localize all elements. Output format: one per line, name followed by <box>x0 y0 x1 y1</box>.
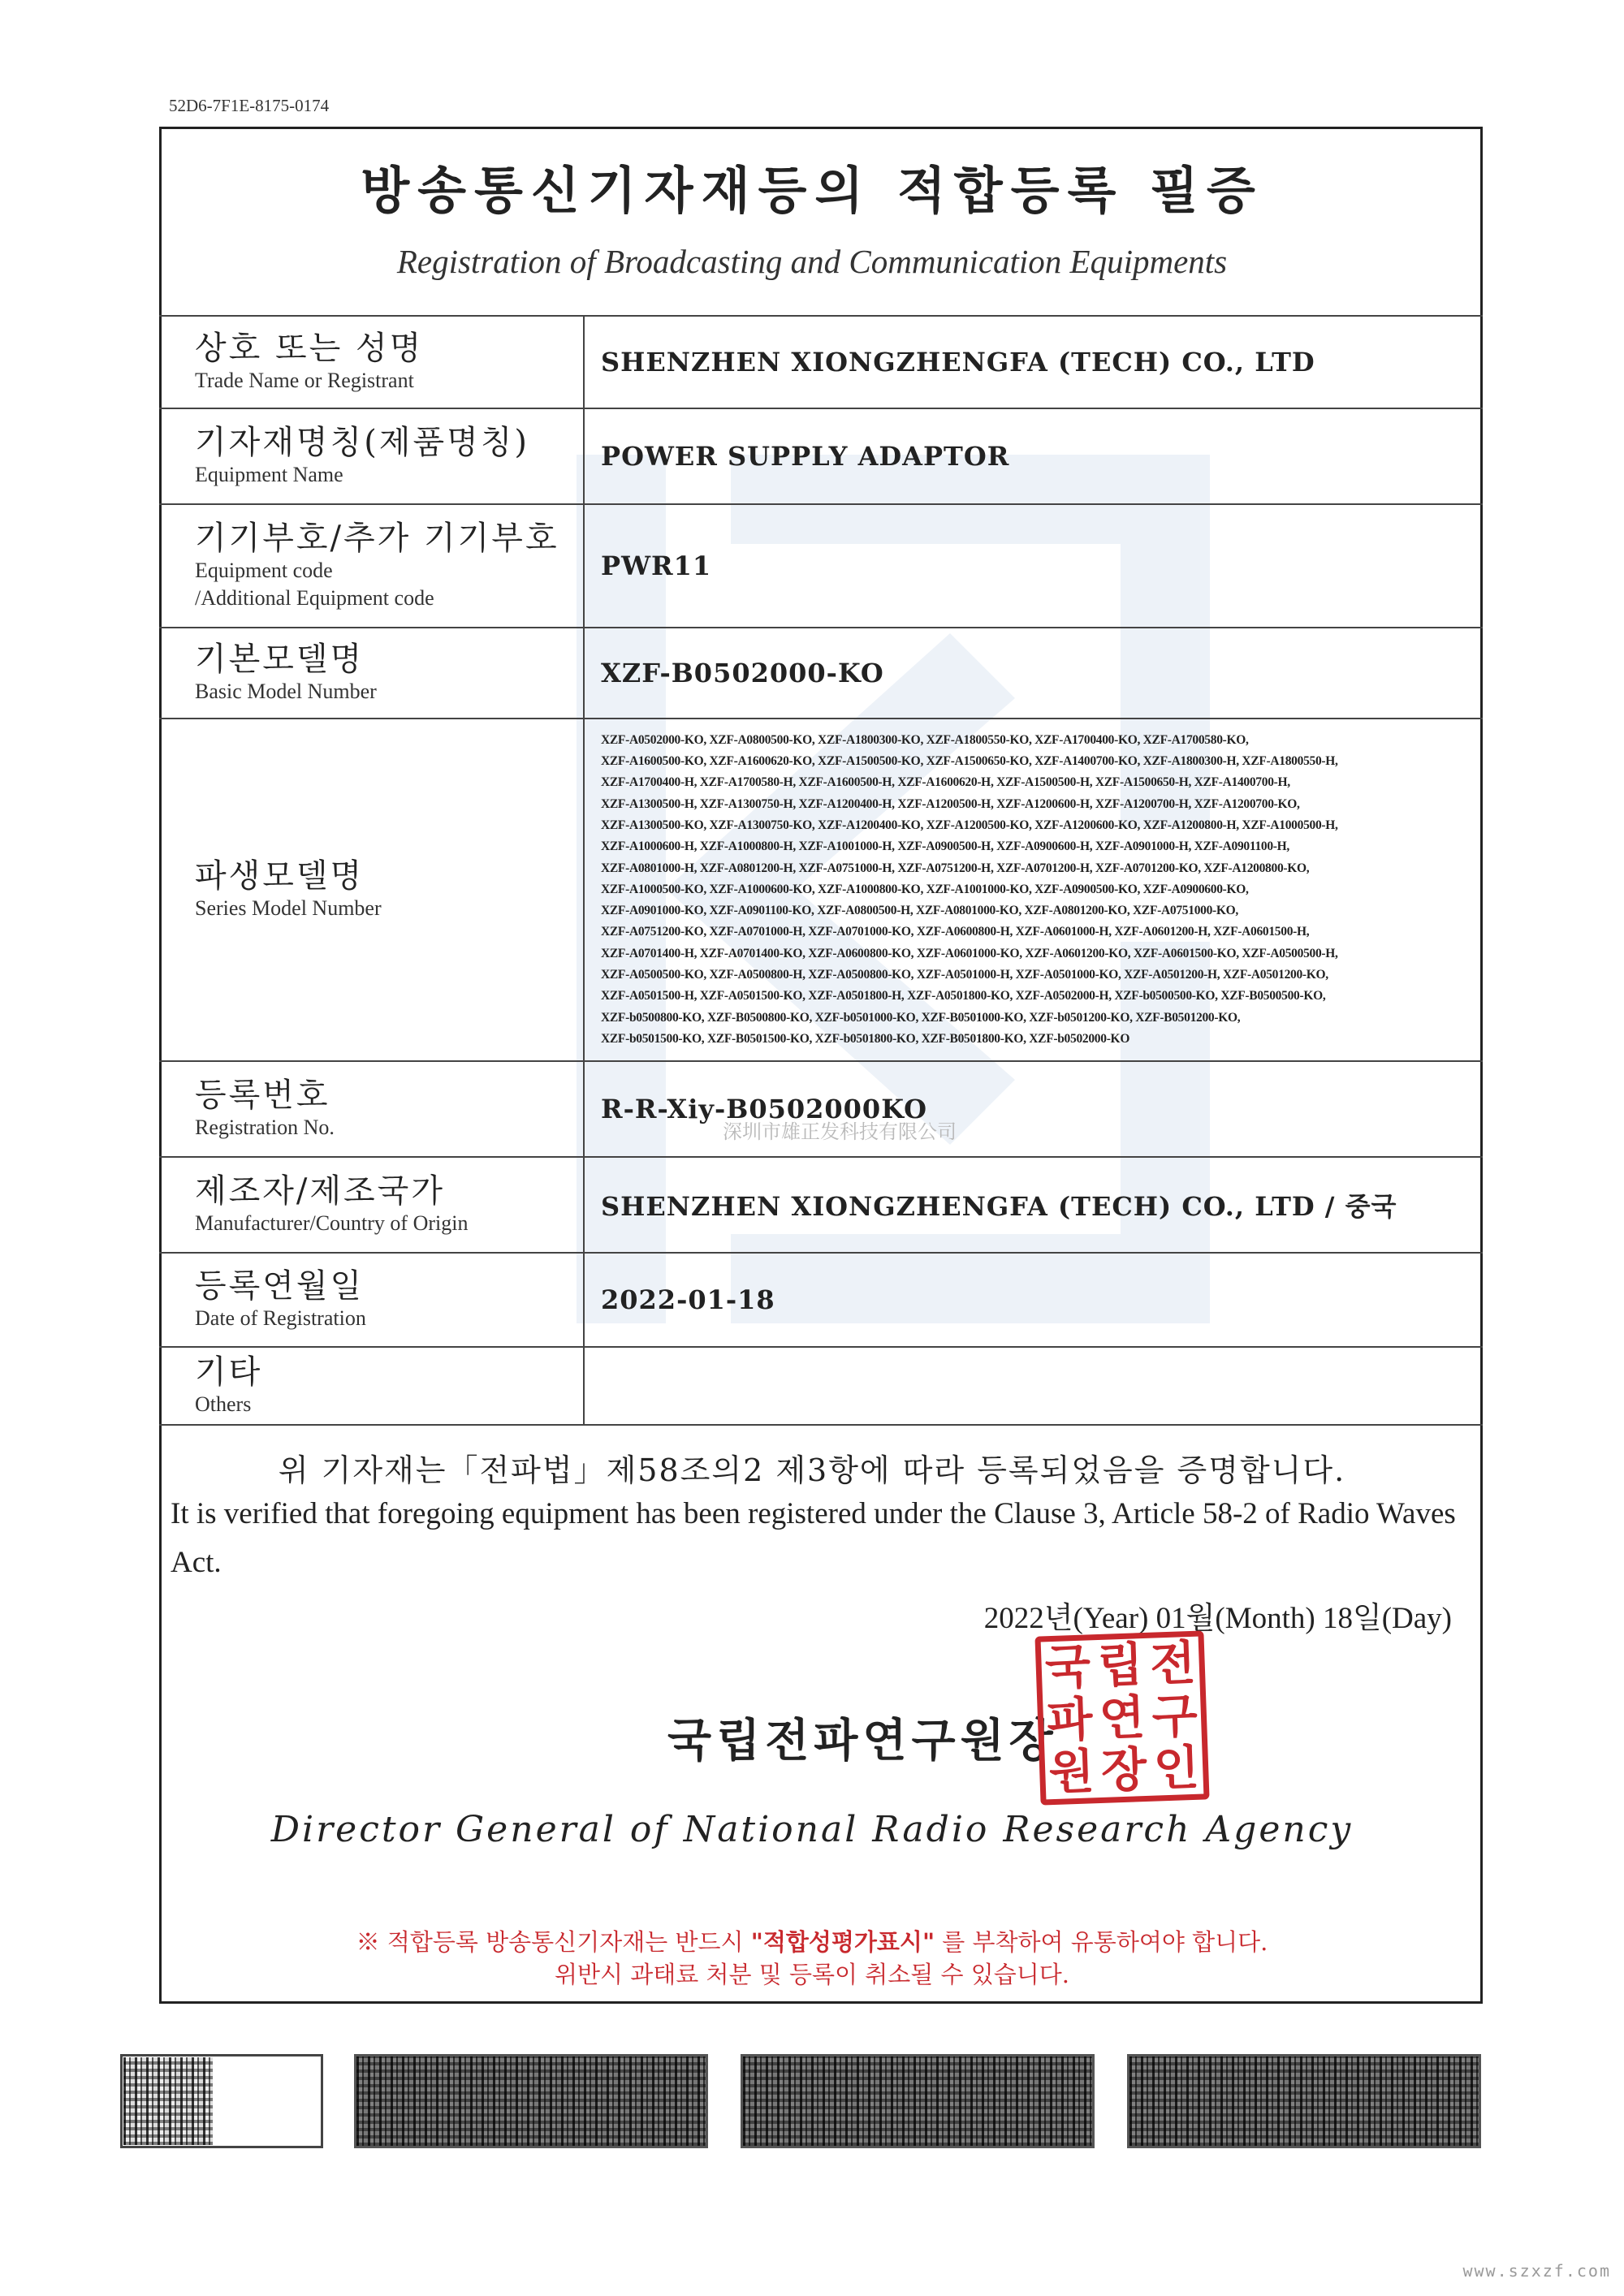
value-cell <box>584 628 1483 719</box>
year-ko: 년 <box>1043 1602 1073 1635</box>
series-model-line: XZF-A0801000-H, XZF-A0801200-H, XZF-A0751000-H, XZF-A0751200-H, XZF-A0701200-H, XZF-A0701200-KO, XZF-A1200800-KO, <box>601 861 1310 875</box>
series-model-line: XZF-A0500500-KO, XZF-A0500800-H, XZF-A0500800-KO, XZF-A0501000-H, XZF-A0501000-KO, XZF-A0501200-H, XZF-A0501200-KO, <box>601 968 1328 982</box>
statement-english: It is verified that foregoing equipment has been registered under the Clause 3, Article 58-2 of Radio Waves Act. <box>171 1497 1456 1579</box>
security-barcode-icon <box>1127 2054 1481 2148</box>
series-model-line: XZF-A1700400-H, XZF-A1700580-H, XZF-A1600500-H, XZF-A1600620-H, XZF-A1500500-H, XZF-A1500650-H, XZF-A1400700-H, <box>601 775 1290 790</box>
label-cell <box>159 1157 584 1253</box>
company-stamp-overlay: 深圳市雄正发科技有限公司 <box>723 1120 957 1143</box>
equipment-code-value: PWR11 <box>601 550 712 581</box>
notice-suffix: 를 부착하여 유통하여야 합니다. <box>942 1928 1268 1956</box>
manufacturer-value: SHENZHEN XIONGZHENGFA (TECH) CO., LTD / 중국 <box>601 1191 1397 1222</box>
label-english-line2: /Additional Equipment code <box>195 586 434 610</box>
label-english: Trade Name or Registrant <box>195 369 414 393</box>
value-cell <box>584 719 1483 1061</box>
label-english: Date of Registration <box>195 1306 366 1331</box>
series-model-line: XZF-A0751200-KO, XZF-A0701000-H, XZF-A0701000-KO, XZF-A0600800-H, XZF-A0601000-H, XZF-A0601200-H, XZF-A0601500-H, <box>601 925 1310 939</box>
seal-char: 국 <box>1043 1638 1092 1696</box>
seal-char: 립 <box>1096 1637 1144 1694</box>
series-model-line: XZF-A1600500-KO, XZF-A1600620-KO, XZF-A1500500-KO, XZF-A1500650-KO, XZF-A1400700-KO, XZF-A1800300-H, XZF-A1800550-H, <box>601 754 1338 769</box>
issue-year: 2022 <box>983 1602 1044 1635</box>
notice-line-1 <box>0 1924 1624 1957</box>
issue-day: 18 <box>1322 1602 1353 1635</box>
notice-prefix: ※ 적합등록 방송통신기자재는 반드시 <box>356 1928 744 1956</box>
seal-char: 원 <box>1047 1743 1095 1801</box>
label-cell <box>159 628 584 719</box>
value-cell <box>584 1253 1483 1347</box>
row-equipment-name <box>159 408 1483 504</box>
series-model-line: XZF-A1300500-KO, XZF-A1300750-KO, XZF-A1200400-KO, XZF-A1200500-KO, XZF-A1200600-KO, XZF-A1200800-H, XZF-A1000500-H, <box>601 818 1338 832</box>
series-model-line: XZF-b0500800-KO, XZF-B0500800-KO, XZF-b0501000-KO, XZF-B0501000-KO, XZF-b0501200-KO, XZF-B0501200-KO, <box>601 1010 1241 1025</box>
label-korean: 기자재명칭(제품명칭) <box>195 424 529 462</box>
label-cell <box>159 316 584 408</box>
security-barcode-icon <box>354 2054 708 2148</box>
statement-korean: 위 기자재는「전파법」제58조의2 제3항에 따라 등록되었음을 증명합니다. <box>278 1452 1346 1488</box>
seal-char: 전 <box>1149 1634 1197 1692</box>
notice-line-2: 위반시 과태료 처분 및 등록이 취소될 수 있습니다. <box>554 1961 1070 1988</box>
title-korean: 방송통신기자재등의 적합등록 필증 <box>361 161 1263 220</box>
row-basic-model <box>159 628 1483 719</box>
month-ko: 월 <box>1186 1602 1216 1635</box>
label-korean: 등록연월일 <box>195 1267 365 1306</box>
row-others <box>159 1347 1483 1425</box>
month-en: (Month) <box>1215 1602 1315 1635</box>
label-english: Registration No. <box>195 1116 335 1140</box>
value-cell <box>584 316 1483 408</box>
series-model-line: XZF-b0501500-KO, XZF-B0501500-KO, XZF-b0501800-KO, XZF-B0501800-KO, XZF-b0502000-KO <box>601 1031 1130 1046</box>
seal-char: 장 <box>1100 1741 1148 1799</box>
label-korean: 등록번호 <box>195 1077 330 1115</box>
agency-name-english: Director General of National Radio Research Agency <box>270 1809 1354 1850</box>
document-id: 52D6-7F1E-8175-0174 <box>169 96 330 115</box>
label-korean: 기본모델명 <box>195 641 365 679</box>
day-en: (Day) <box>1381 1602 1452 1635</box>
row-registration-no <box>159 1061 1483 1157</box>
notice-mark-label: "적합성평가표시" <box>750 1928 935 1956</box>
issue-date <box>984 1593 1452 1637</box>
value-cell <box>584 408 1483 504</box>
value-cell <box>584 1157 1483 1253</box>
qr-code-icon <box>123 2057 213 2145</box>
series-model-list <box>601 730 1458 1050</box>
issue-month: 01 <box>1155 1602 1186 1635</box>
seal-char: 연 <box>1098 1689 1147 1746</box>
row-series-model <box>159 719 1483 1061</box>
official-seal-icon <box>1034 1630 1209 1805</box>
year-en: (Year) <box>1073 1602 1149 1635</box>
label-korean: 상호 또는 성명 <box>195 330 424 368</box>
series-model-line: XZF-A1000600-H, XZF-A1000800-H, XZF-A1001000-H, XZF-A0900500-H, XZF-A0900600-H, XZF-A0901000-H, XZF-A0901100-H, <box>601 839 1289 854</box>
title-english: Registration of Broadcasting and Communication Equipments <box>396 243 1228 280</box>
series-model-line: XZF-A0701400-H, XZF-A0701400-KO, XZF-A0600800-KO, XZF-A0601000-KO, XZF-A0601200-KO, XZF-A0601500-KO, XZF-A0500500-H, <box>601 946 1338 960</box>
day-ko: 일 <box>1352 1602 1382 1635</box>
label-cell <box>159 719 584 1061</box>
seal-char: 인 <box>1152 1740 1201 1797</box>
value-cell <box>584 1061 1483 1157</box>
row-registration-date <box>159 1253 1483 1347</box>
series-model-line: XZF-A0502000-KO, XZF-A0800500-KO, XZF-A1800300-KO, XZF-A1800550-KO, XZF-A1700400-KO, XZF-A1700580-KO, <box>601 732 1249 747</box>
label-korean: 제조자/제조국가 <box>195 1172 445 1211</box>
row-equipment-code <box>159 504 1483 628</box>
label-english: Equipment Name <box>195 463 343 487</box>
series-model-line: XZF-A0501500-H, XZF-A0501500-KO, XZF-A0501800-H, XZF-A0501800-KO, XZF-A0502000-H, XZF-b0500500-KO, XZF-B0500500-KO, <box>601 989 1326 1003</box>
registration-no-value: R-R-Xiy-B0502000KO <box>601 1094 928 1124</box>
series-model-line: XZF-A1000500-KO, XZF-A1000600-KO, XZF-A1000800-KO, XZF-A1001000-KO, XZF-A0900500-KO, XZF-A0900600-KO, <box>601 882 1249 896</box>
label-korean: 기기부호/추가 기기부호 <box>195 520 559 558</box>
seal-char: 구 <box>1151 1687 1199 1745</box>
row-trade-name <box>159 316 1483 408</box>
label-english: Others <box>195 1392 252 1417</box>
value-cell <box>584 1347 1483 1425</box>
label-english: Equipment code <box>195 559 333 583</box>
label-english: Basic Model Number <box>195 680 377 704</box>
agency-name-korean: 국립전파연구원장 <box>667 1714 1058 1767</box>
registration-table <box>159 315 1483 1426</box>
registration-date-value: 2022-01-18 <box>601 1284 775 1315</box>
row-manufacturer <box>159 1157 1483 1253</box>
label-korean: 파생모델명 <box>195 857 365 896</box>
label-cell <box>159 504 584 628</box>
label-cell <box>159 1061 584 1157</box>
label-english: Manufacturer/Country of Origin <box>195 1211 469 1236</box>
value-cell <box>584 504 1483 628</box>
equipment-name-value: POWER SUPPLY ADAPTOR <box>601 441 1010 472</box>
series-model-line: XZF-A1300500-H, XZF-A1300750-H, XZF-A1200400-H, XZF-A1200500-H, XZF-A1200600-H, XZF-A1200700-H, XZF-A1200700-KO, <box>601 796 1300 811</box>
security-barcode-icon <box>741 2054 1095 2148</box>
label-english: Series Model Number <box>195 896 382 921</box>
series-model-line: XZF-A0901000-KO, XZF-A0901100-KO, XZF-A0800500-H, XZF-A0801000-KO, XZF-A0801200-KO, XZF-A0751000-KO, <box>601 904 1238 918</box>
label-cell <box>159 1347 584 1425</box>
footer-url: www.szxzf.com <box>1462 2261 1611 2281</box>
seal-char: 파 <box>1046 1690 1094 1748</box>
label-cell <box>159 408 584 504</box>
label-cell <box>159 1253 584 1347</box>
trade-name-value: SHENZHEN XIONGZHENGFA (TECH) CO., LTD <box>601 347 1315 378</box>
label-korean: 기타 <box>195 1353 263 1392</box>
basic-model-value: XZF-B0502000-KO <box>601 658 884 688</box>
